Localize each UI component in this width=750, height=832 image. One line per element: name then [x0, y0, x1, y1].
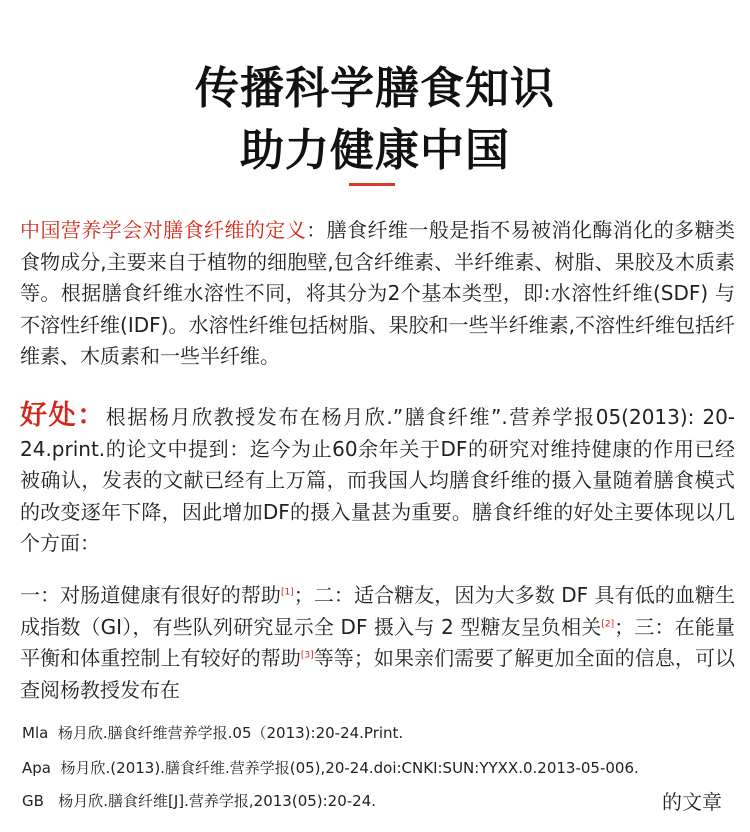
reference-apa [22, 757, 639, 778]
closing-text: 的文章 [662, 790, 722, 814]
title-line-1: 传播科学膳食知识 [195, 63, 555, 114]
reference-mla [22, 722, 403, 743]
citation-2: [2] [601, 618, 615, 629]
benefits-colon: ： [77, 400, 106, 431]
point-weight: ；三：在能量平衡和体重控制上有较好的帮助 [20, 614, 735, 670]
reference-mla-text: 杨月欣.膳食纤维营养学报.05（2013):20-24.Print. [57, 724, 404, 742]
benefits-paragraph [20, 400, 735, 560]
reference-apa-key: Apa [22, 759, 51, 777]
definition-label: 中国营养学会对膳食纤维的定义 [20, 218, 307, 242]
definition-text: 膳食纤维一般是指不易被消化酶消化的多糖类食物成分,主要来自于植物的细胞壁,包含纤维素、半纤维素、树脂、果胶及木质素等。根据膳食纤维水溶性不同，将其分为2个基本类型，即:水溶性纤维(SDF) 与不溶性纤维(IDF)。水溶性纤维包括树脂、果胶和一些半纤维素,不溶性纤维包括纤维素、木质素和一些半纤维。 [20, 218, 736, 368]
reference-mla-key: Mla [22, 724, 49, 742]
citation-3: [3] [300, 650, 314, 661]
benefits-text: 根据杨月欣教授发布在杨月欣.”膳食纤维”.营养学报05(2013): 20-24.print.的论文中提到：迄今为止60余年关于DF的研究对维持健康的作用已经被确认，发表的文献已经有上万篇，而我国人均膳食纤维的摄入量随着膳食模式的改变逐年下降，因此增加DF的摄入量甚为重要。膳食纤维的好处主要体现以几个方面： [20, 405, 736, 555]
benefit-points-paragraph [20, 580, 735, 706]
reference-gb-key: GB [22, 792, 44, 810]
definition-colon: ： [306, 218, 327, 242]
reference-gb-text: 杨月欣.膳食纤维[J].营养学报,2013(05):20-24. [58, 792, 377, 810]
title-line-2: 助力健康中国 [240, 125, 510, 176]
point-intestinal: 一：对肠道健康有很好的帮助 [20, 583, 282, 607]
benefits-label: 好处 [20, 400, 78, 431]
definition-paragraph [20, 215, 735, 373]
point-blood-sugar: ；二：适合糖友，因为大多数 DF 具有低的血糖生成指数（GI），有些队列研究显示全 DF 摄入与 2 型糖友呈负相关 [20, 583, 736, 639]
title-divider [349, 183, 395, 186]
reference-apa-text: 杨月欣.(2013).膳食纤维.营养学报(05),20-24.doi:CNKI:SUN:YYXX.0.2013-05-006. [60, 759, 639, 777]
reference-gb [22, 790, 376, 811]
point-closing: 等等；如果亲们需要了解更加全面的信息，可以查阅杨教授发布在 [20, 646, 736, 702]
citation-1: [1] [281, 587, 294, 598]
